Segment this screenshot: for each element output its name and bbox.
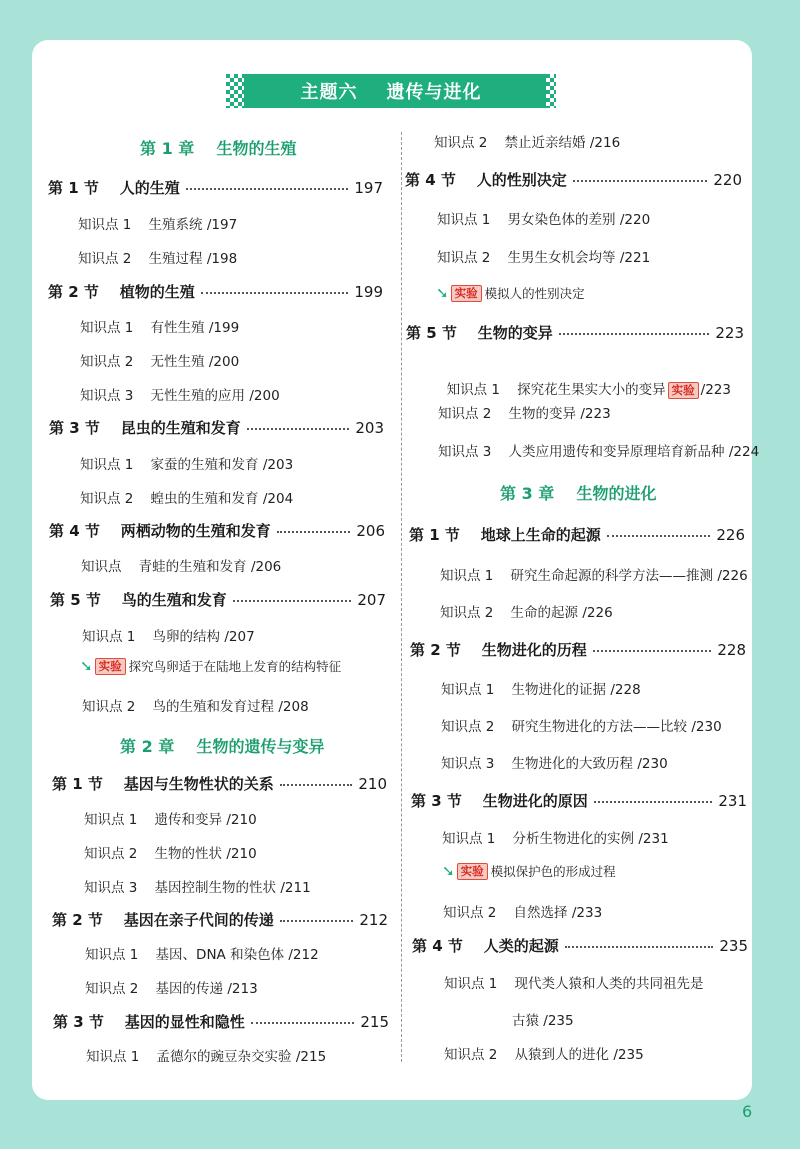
toc-section[interactable] — [49, 417, 384, 438]
toc-experiment[interactable] — [80, 657, 341, 675]
leader-dots — [280, 784, 353, 786]
toc-knowledge-point[interactable]: 知识点 1 基因、DNA 和染色体 /212 — [85, 947, 319, 963]
arrow-icon: ➘ — [80, 657, 93, 675]
toc-knowledge-point[interactable]: 知识点 2 无性生殖 /200 — [80, 354, 240, 370]
leader-dots — [594, 801, 713, 803]
section-label: 第 3 节 昆虫的生殖和发育 — [49, 419, 241, 437]
section-page: 199 — [354, 283, 383, 301]
section-label: 第 5 节 生物的变异 — [406, 324, 553, 342]
toc-section[interactable] — [412, 935, 748, 956]
leader-dots — [201, 292, 349, 294]
section-label: 第 3 节 生物进化的原因 — [411, 792, 588, 810]
checker-decoration — [226, 74, 244, 108]
section-page: 197 — [354, 179, 383, 197]
leader-dots — [233, 600, 352, 602]
chapter-heading: 第 1 章 生物的生殖 — [140, 139, 297, 158]
toc-section[interactable] — [410, 639, 746, 660]
toc-knowledge-point[interactable]: 知识点 1 男女染色体的差别 /220 — [437, 212, 651, 228]
checker-decoration — [546, 74, 556, 108]
section-page: 231 — [718, 792, 747, 810]
toc-knowledge-point[interactable]: 知识点 1 有性生殖 /199 — [80, 320, 240, 336]
chapter-heading: 第 2 章 生物的遗传与变异 — [120, 737, 325, 756]
section-page: 228 — [717, 641, 746, 659]
toc-knowledge-point[interactable]: 知识点 1 遗传和变异 /210 — [84, 812, 257, 828]
knowledge-point-page: /223 — [700, 382, 731, 398]
leader-dots — [280, 920, 354, 922]
toc-section[interactable] — [409, 524, 745, 545]
section-label: 第 3 节 基因的显性和隐性 — [53, 1013, 245, 1031]
toc-knowledge-point[interactable]: 知识点 2 基因的传递 /213 — [85, 981, 258, 997]
toc-experiment[interactable] — [442, 862, 616, 880]
toc-section[interactable] — [52, 909, 388, 930]
toc-section[interactable] — [49, 520, 385, 541]
section-page: 226 — [716, 526, 745, 544]
section-label: 第 1 节 人的生殖 — [48, 179, 180, 197]
leader-dots — [251, 1022, 355, 1024]
toc-knowledge-point[interactable]: 知识点 1 生物进化的证据 /228 — [441, 682, 641, 698]
section-label: 第 2 节 植物的生殖 — [48, 283, 195, 301]
toc-knowledge-point[interactable]: 知识点 1 分析生物进化的实例 /231 — [442, 831, 669, 847]
toc-knowledge-point[interactable]: 知识点 1 研究生命起源的科学方法——推测 /226 — [440, 568, 748, 584]
section-page: 203 — [355, 419, 384, 437]
toc-knowledge-point[interactable]: 知识点 1 家蚕的生殖和发育 /203 — [80, 457, 294, 473]
leader-dots — [565, 946, 714, 948]
section-label: 第 1 节 基因与生物性状的关系 — [52, 775, 274, 793]
toc-section[interactable] — [53, 1011, 389, 1032]
toc-knowledge-point[interactable]: 知识点 2 禁止近亲结婚 /216 — [434, 135, 621, 151]
section-label: 第 4 节 人的性别决定 — [405, 171, 567, 189]
experiment-tag: 实验 — [457, 863, 488, 880]
experiment-tag: 实验 — [451, 285, 482, 302]
toc-section[interactable] — [48, 177, 383, 198]
section-label: 第 2 节 基因在亲子代间的传递 — [52, 911, 274, 929]
experiment-label: 模拟人的性别决定 — [484, 286, 585, 301]
toc-knowledge-point[interactable]: 知识点 2 从猿到人的进化 /235 — [444, 1047, 644, 1063]
experiment-label: 探究鸟卵适于在陆地上发育的结构特征 — [128, 659, 342, 674]
toc-knowledge-point[interactable]: 知识点 1 鸟卵的结构 /207 — [82, 629, 255, 645]
toc-knowledge-point[interactable]: 知识点 2 生命的起源 /226 — [440, 605, 613, 621]
toc-section[interactable] — [48, 281, 383, 302]
leader-dots — [559, 333, 710, 335]
section-page: 220 — [713, 171, 742, 189]
section-page: 215 — [360, 1013, 389, 1031]
toc-knowledge-point[interactable]: 知识点 2 研究生物进化的方法——比较 /230 — [441, 719, 722, 735]
page-number: 6 — [742, 1102, 753, 1121]
experiment-label: 模拟保护色的形成过程 — [490, 864, 616, 879]
toc-knowledge-point[interactable]: 知识点 3 基因控制生物的性状 /211 — [84, 880, 311, 896]
topic-title: 主题六 遗传与进化 — [300, 82, 482, 103]
toc-section[interactable] — [405, 169, 742, 190]
toc-section[interactable] — [50, 589, 386, 610]
toc-knowledge-point[interactable]: 知识点 3 无性生殖的应用 /200 — [80, 388, 280, 404]
section-label: 第 1 节 地球上生命的起源 — [409, 526, 601, 544]
leader-dots — [277, 531, 351, 533]
leader-dots — [247, 428, 350, 430]
section-label: 第 5 节 鸟的生殖和发育 — [50, 591, 227, 609]
toc-knowledge-point[interactable]: 知识点 2 鸟的生殖和发育过程 /208 — [82, 699, 309, 715]
experiment-tag: 实验 — [95, 658, 126, 675]
toc-knowledge-point[interactable]: 知识点 青蛙的生殖和发育 /206 — [81, 559, 282, 575]
toc-knowledge-point[interactable]: 知识点 2 生殖过程 /198 — [78, 251, 238, 267]
toc-knowledge-point[interactable]: 知识点 3 生物进化的大致历程 /230 — [441, 756, 668, 772]
toc-knowledge-point[interactable]: 知识点 2 生物的变异 /223 — [438, 406, 611, 422]
section-page: 212 — [359, 911, 388, 929]
section-page: 207 — [357, 591, 386, 609]
leader-dots — [607, 535, 711, 537]
section-page: 210 — [358, 775, 387, 793]
section-page: 235 — [719, 937, 748, 955]
toc-knowledge-point[interactable]: 知识点 1 生殖系统 /197 — [78, 217, 238, 233]
chapter-heading: 第 3 章 生物的进化 — [500, 484, 657, 503]
experiment-tag: 实验 — [668, 382, 699, 399]
toc-knowledge-point[interactable]: 知识点 2 生物的性状 /210 — [84, 846, 257, 862]
leader-dots — [573, 180, 708, 182]
toc-knowledge-point[interactable]: 知识点 1 现代类人猿和人类的共同祖先是 — [444, 976, 704, 992]
section-label: 第 4 节 两栖动物的生殖和发育 — [49, 522, 271, 540]
arrow-icon: ➘ — [436, 284, 449, 302]
toc-section[interactable] — [411, 790, 747, 811]
section-label: 第 2 节 生物进化的历程 — [410, 641, 587, 659]
toc-knowledge-point[interactable]: 知识点 3 人类应用遗传和变异原理培育新品种 /224 — [438, 444, 760, 460]
toc-knowledge-point[interactable] — [438, 362, 731, 399]
section-label: 第 4 节 人类的起源 — [412, 937, 559, 955]
toc-experiment[interactable] — [436, 284, 585, 302]
arrow-icon: ➘ — [442, 862, 455, 880]
toc-knowledge-point[interactable]: 知识点 2 生男生女机会均等 /221 — [437, 250, 651, 266]
toc-knowledge-point-continued[interactable]: 古猿 /235 — [512, 1013, 574, 1029]
knowledge-point-label: 知识点 1 探究花生果实大小的变异 — [446, 382, 666, 398]
toc-knowledge-point[interactable]: 知识点 1 孟德尔的豌豆杂交实验 /215 — [86, 1049, 327, 1065]
section-page: 223 — [715, 324, 744, 342]
leader-dots — [593, 650, 712, 652]
section-page: 206 — [356, 522, 385, 540]
toc-section[interactable] — [406, 322, 744, 343]
leader-dots — [186, 188, 349, 190]
topic-banner — [226, 74, 556, 108]
column-divider — [401, 132, 402, 1062]
toc-knowledge-point[interactable]: 知识点 2 自然选择 /233 — [443, 905, 603, 921]
toc-section[interactable] — [52, 773, 387, 794]
toc-knowledge-point[interactable]: 知识点 2 蝗虫的生殖和发育 /204 — [80, 491, 294, 507]
